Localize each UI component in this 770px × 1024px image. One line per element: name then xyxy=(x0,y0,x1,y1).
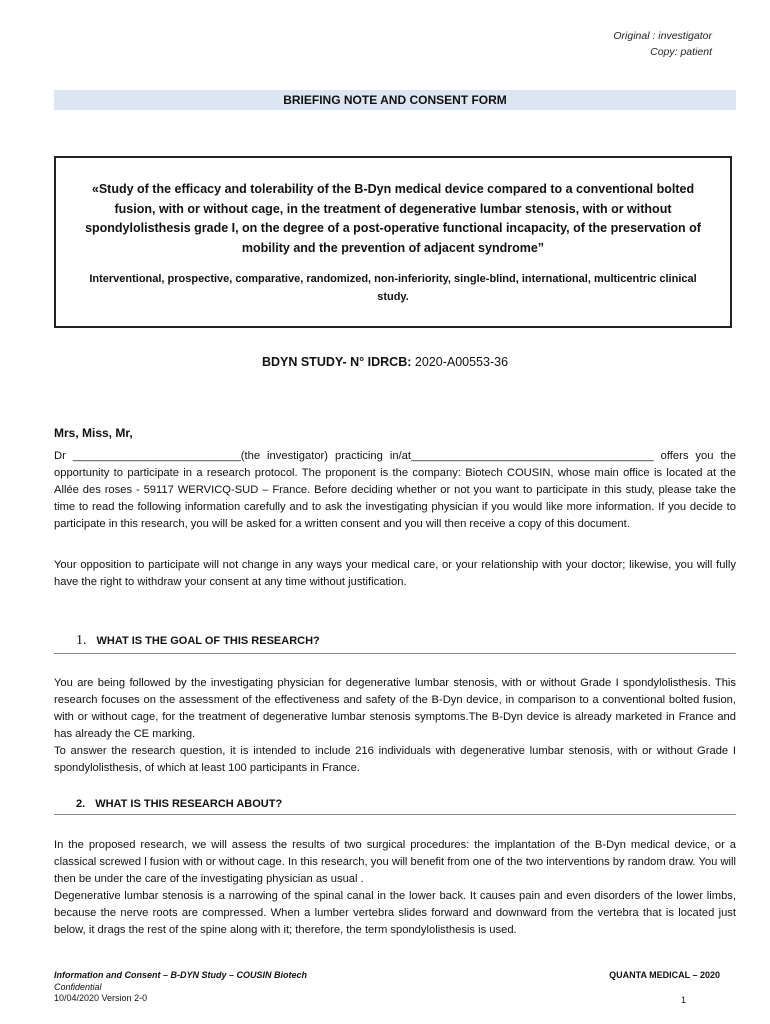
intro-paragraph: Dr ___________________________(the investigator) practicing in/at_______________________________________ offers you the opportunity to participate in a research protocol. The proponent is the company: Biotech COUSIN, whose main office is located at the Allée des roses - 59117 WERVICQ-SUD – France. Before deciding whether or not you want to participate in this study, please take the time to read the following information carefully and to ask the investigating physician if you would like more information. If you decide to participate in this research, you will be asked for a written consent and you will then receive a copy of this document. xyxy=(54,450,736,530)
footer-document-title: Information and Consent – B-DYN Study – COUSIN Biotech xyxy=(54,970,308,980)
study-subtitle: Interventional, prospective, comparative, randomized, non-inferiority, single-blind, international, multicentric clinical study. xyxy=(89,273,697,303)
section-number: 2. xyxy=(76,798,86,810)
section-heading-1 xyxy=(54,633,736,654)
study-title: «Study of the efficacy and tolerability of the B-Dyn medical device compared to a conventional bolted fusion, with or without cage, in the treatment of degenerative lumbar stenosis, with or without spondylolisthesis grade I, on the degree of a post-operative functional incapacity, of the preservation of mobility and the prevention of adjacent syndrome” xyxy=(85,182,701,255)
section-2-paragraph-1: In the proposed research, we will assess the results of two surgical procedures: the implantation of the B-Dyn medical device, or a classical screwed l fusion with or without cage. In this research, you will benefit from one of the two interventions by random draw. You will then be under the care of the investigating physician as usual . xyxy=(54,839,736,885)
copy-note: Copy: patient xyxy=(650,46,712,58)
page-number: 1 xyxy=(680,995,686,1005)
footer-company: QUANTA MEDICAL – 2020 xyxy=(609,970,720,980)
greeting: Mrs, Miss, Mr, xyxy=(54,426,133,440)
section-1-paragraph-1: You are being followed by the investigating physician for degenerative lumbar stenosis, with or without Grade I spondylolisthesis. This research focuses on the assessment of the effectiveness and safety of the B-Dyn device, in comparison to a conventional bolted fusion, with or without cage, for the treatment of degenerative lumbar stenosis symptoms.The B-Dyn device is already marketed in France and has already the CE marking. xyxy=(54,677,736,740)
study-number-label: BDYN STUDY- N° IDRCB: xyxy=(261,355,412,369)
section-2-paragraph-2: Degenerative lumbar stenosis is a narrowing of the spinal canal in the lower back. It causes pain and even disorders of the lower limbs, because the nerve roots are compressed. When a lumber vertebra slides forward and downward from the vertebra that is located just below, it drags the rest of the spine along with it; therefore, the term spondylolisthesis is used. xyxy=(54,890,736,936)
opposition-paragraph: Your opposition to participate will not change in any ways your medical care, or your relationship with your doctor; likewise, you will fully have the right to withdraw your consent at any time without justification. xyxy=(54,559,736,588)
original-note: Original : investigator xyxy=(613,30,712,42)
section-heading-text: WHAT IS THIS RESEARCH ABOUT? xyxy=(95,798,283,810)
study-title-box xyxy=(54,156,732,328)
section-heading-text: WHAT IS THE GOAL OF THIS RESEARCH? xyxy=(96,635,320,647)
section-heading-2 xyxy=(54,798,736,815)
footer-version: 10/04/2020 Version 2-0 xyxy=(54,993,148,1003)
page-title: BRIEFING NOTE AND CONSENT FORM xyxy=(54,90,736,110)
study-number xyxy=(0,355,770,369)
section-number: 1. xyxy=(76,633,87,648)
section-1-paragraph-2: To answer the research question, it is intended to include 216 individuals with degenerative lumbar stenosis, with or without Grade I spondylolisthesis, of which at least 100 participants in France. xyxy=(54,745,736,774)
footer-left xyxy=(54,970,307,1005)
study-number-value: 2020-A00553-36 xyxy=(414,355,509,369)
footer-confidential: Confidential xyxy=(54,981,102,992)
distribution-note xyxy=(613,28,712,60)
